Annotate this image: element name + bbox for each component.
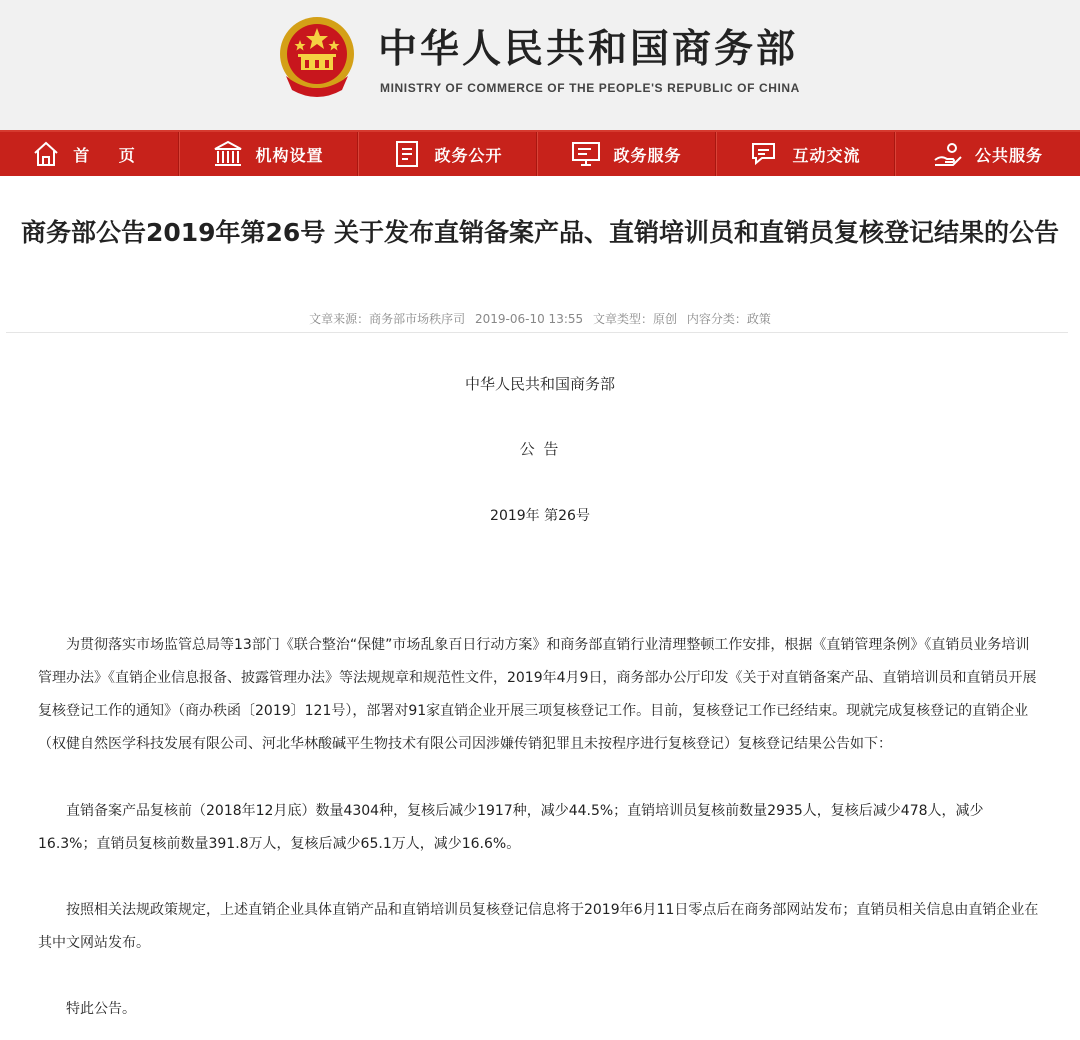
nav-label: 机构设置 xyxy=(255,145,324,165)
issuer: 中华人民共和国商务部 xyxy=(464,375,615,393)
main-nav xyxy=(0,130,1080,176)
divider xyxy=(6,332,1068,333)
document-icon xyxy=(392,139,422,169)
body-paragraph: 直销备案产品复核前（2018年12月底）数量4304种，复核后减少1917种，减少44.5%；直销培训员复核前数量2935人，复核后减少478人，减少16.3%；直销员复核前数量391.8万人，复核后减少65.1万人，减少16.6%。 xyxy=(38,803,984,852)
site-subtitle: MINISTRY OF COMMERCE OF THE PEOPLE'S REPUBLIC OF CHINA xyxy=(380,81,800,95)
nav-label: 政务服务 xyxy=(613,145,682,165)
nav-label: 政务公开 xyxy=(434,145,503,165)
doc-number: 2019年 第26号 xyxy=(490,508,590,524)
doc-type: 公 告 xyxy=(519,440,561,458)
building-icon xyxy=(213,139,243,169)
nav-item-interaction[interactable] xyxy=(716,132,895,176)
meta-source: 文章来源：商务部市场秩序司 xyxy=(309,312,466,326)
chat-icon xyxy=(750,139,780,169)
meta-date: 2019-06-10 13:55 xyxy=(475,312,584,326)
home-icon xyxy=(31,139,61,169)
nav-label: 首 页 xyxy=(73,145,147,165)
nav-item-organization[interactable] xyxy=(179,132,358,176)
site-header xyxy=(0,0,1080,130)
hand-service-icon xyxy=(933,139,963,169)
nav-item-gov-affairs[interactable] xyxy=(358,132,537,176)
meta-category: 内容分类：政策 xyxy=(686,312,771,326)
body-paragraph: 按照相关法规政策规定，上述直销企业具体直销产品和直销培训员复核登记信息将于2019年6月11日零点后在商务部网站发布；直销员相关信息由直销企业在其中文网站发布。 xyxy=(38,902,1039,951)
nav-label: 互动交流 xyxy=(792,145,861,165)
article-title: 商务部公告2019年第26号 关于发布直销备案产品、直销培训员和直销员复核登记结果的公告 xyxy=(20,218,1060,247)
article-meta xyxy=(0,310,1080,327)
nav-item-home[interactable] xyxy=(0,132,179,176)
nav-label: 公共服务 xyxy=(974,145,1043,165)
monitor-icon xyxy=(571,139,601,169)
nav-item-public-service[interactable] xyxy=(895,132,1080,176)
national-emblem-icon[interactable] xyxy=(276,14,358,100)
site-title: 中华人民共和国商务部 xyxy=(378,27,799,72)
body-paragraph: 特此公告。 xyxy=(66,1001,136,1017)
meta-type: 文章类型：原创 xyxy=(592,312,677,326)
body-paragraph: 为贯彻落实市场监管总局等13部门《联合整治“保健”市场乱象百日行动方案》和商务部直销行业清理整顿工作安排，根据《直销管理条例》《直销员业务培训管理办法》《直销企业信息报备、披露管理办法》等法规规章和规范性文件，2019年4月9日，商务部办公厅印发《关于对直销备案产品、直销培训员和直销员开展复核登记工作的通知》（商办秩函〔2019〕121号），部署对91家直销企业开展三项复核登记工作。目前，复核登记工作已经结束。现就完成复核登记的直销企业（权健自然医学科技发展有限公司、河北华林酸碱平生物技术有限公司因涉嫌传销犯罪且未按程序进行复核登记）复核登记结果公告如下： xyxy=(38,637,1037,752)
nav-item-gov-service[interactable] xyxy=(537,132,716,176)
